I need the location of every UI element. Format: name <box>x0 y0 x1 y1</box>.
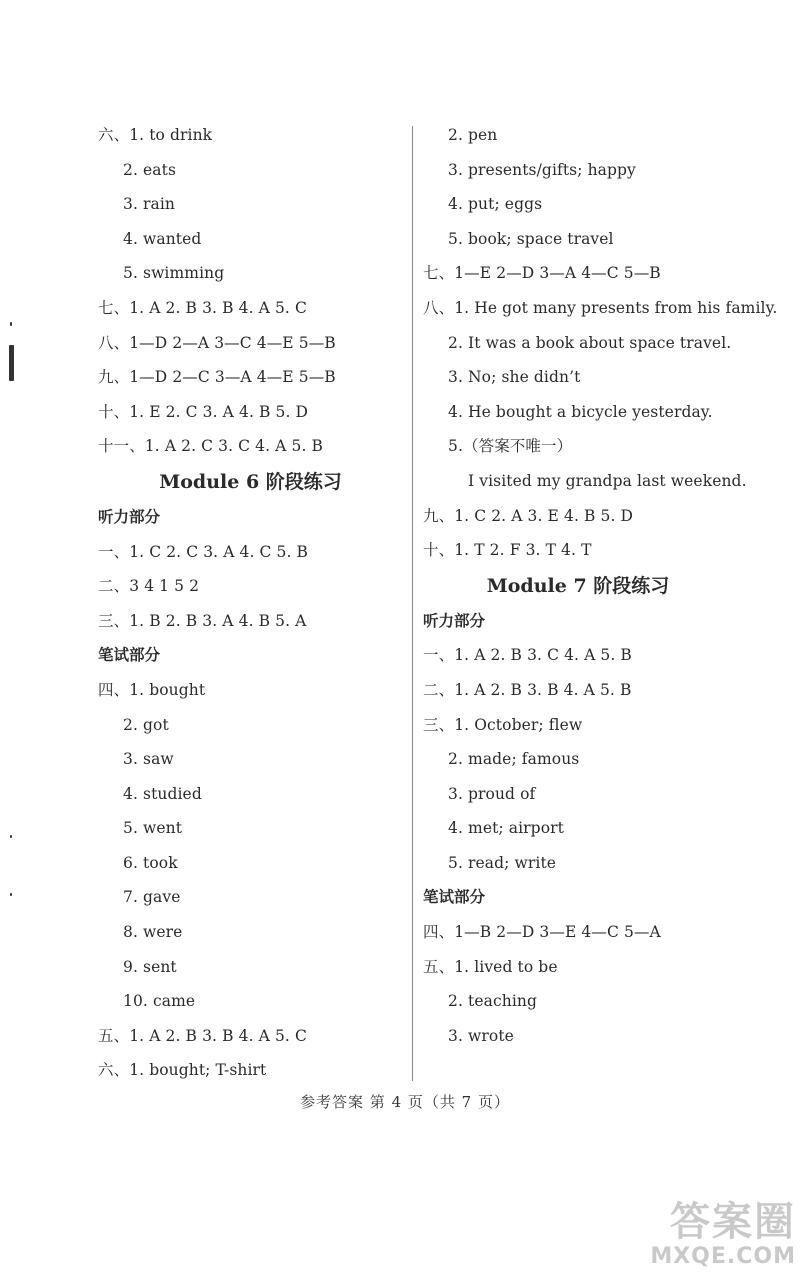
answer-line: 五、1. lived to be <box>423 957 558 976</box>
answer-line: 8. were <box>123 923 183 942</box>
answer-line: 一、1. A 2. B 3. C 4. A 5. B <box>423 646 632 665</box>
section-subheading: 笔试部分 <box>98 646 161 665</box>
answer-line: 十、1. E 2. C 3. A 4. B 5. D <box>98 402 309 421</box>
scan-speck <box>10 893 12 896</box>
section-heading: Module 6 阶段练习 <box>159 470 342 493</box>
answer-line: 六、1. bought; T-shirt <box>98 1061 267 1080</box>
answer-line: 七、1. A 2. B 3. B 4. A 5. C <box>98 298 307 317</box>
answer-line: 九、1. C 2. A 3. E 4. B 5. D <box>423 506 634 525</box>
watermark-logo <box>626 1200 796 1270</box>
answer-line: 5.（答案不唯一） <box>448 437 573 456</box>
answer-line: 四、1. bought <box>98 680 206 699</box>
watermark-top-text: 答案圈 <box>670 1199 796 1245</box>
answer-line: 3. proud of <box>448 784 536 803</box>
answer-line: 10. came <box>123 992 196 1011</box>
answer-line: 二、1. A 2. B 3. B 4. A 5. B <box>423 680 632 699</box>
answer-line: 9. sent <box>123 957 177 976</box>
section-subheading: 听力部分 <box>98 507 161 526</box>
answer-line: 4. He bought a bicycle yesterday. <box>448 402 713 421</box>
answer-line: 2. teaching <box>448 992 537 1011</box>
right-column <box>423 118 778 1053</box>
answer-line: 4. wanted <box>123 229 202 248</box>
answer-line: 六、1. to drink <box>98 126 213 144</box>
answer-line: 3. saw <box>123 750 174 769</box>
answer-line: 3. No; she didn’t <box>448 368 581 387</box>
scan-speck <box>10 835 12 838</box>
answer-line: 五、1. A 2. B 3. B 4. A 5. C <box>98 1026 307 1045</box>
answer-line: 7. gave <box>123 888 181 907</box>
scan-speck <box>10 322 12 326</box>
answer-line: 一、1. C 2. C 3. A 4. C 5. B <box>98 542 309 561</box>
answer-line: 四、1—B 2—D 3—E 4—C 5—A <box>423 923 661 942</box>
answer-line: 十一、1. A 2. C 3. C 4. A 5. B <box>98 437 323 456</box>
page-footer: 参考答案 第 4 页（共 7 页） <box>300 1093 510 1111</box>
section-subheading: 听力部分 <box>423 611 486 630</box>
scan-mark <box>9 345 14 381</box>
answer-line: 5. read; write <box>448 853 557 872</box>
answer-line: 3. rain <box>123 195 176 214</box>
watermark-bottom-text: MXQE.COM <box>650 1244 796 1269</box>
answer-line: 七、1—E 2—D 3—A 4—C 5—B <box>423 264 661 283</box>
answer-line: 4. studied <box>123 784 202 803</box>
answer-line: 3. presents/gifts; happy <box>448 160 636 179</box>
answer-line: 三、1. B 2. B 3. A 4. B 5. A <box>98 611 307 630</box>
section-heading: Module 7 阶段练习 <box>486 574 670 597</box>
answer-line: 4. put; eggs <box>448 195 543 214</box>
answer-line: 5. went <box>123 819 183 838</box>
answer-line: 八、1—D 2—A 3—C 4—E 5—B <box>98 333 336 352</box>
column-divider <box>412 126 413 1081</box>
left-column <box>98 118 403 1088</box>
section-subheading: 笔试部分 <box>423 888 486 907</box>
answer-line: 十、1. T 2. F 3. T 4. T <box>423 541 592 560</box>
answer-line: 3. wrote <box>448 1026 514 1045</box>
answer-line: 4. met; airport <box>448 819 564 838</box>
answer-line: 三、1. October; flew <box>423 715 583 734</box>
answer-line: 2. made; famous <box>448 750 580 769</box>
answer-line: 5. swimming <box>123 264 225 283</box>
answer-line: 2. got <box>123 715 169 734</box>
answer-line: 6. took <box>123 853 178 872</box>
answer-line: 5. book; space travel <box>448 229 614 248</box>
answer-line: 二、3 4 1 5 2 <box>98 577 200 596</box>
answer-line: 八、1. He got many presents from his family. <box>423 298 778 317</box>
answer-line: 九、1—D 2—C 3—A 4—E 5—B <box>98 368 336 387</box>
answer-line: 2. It was a book about space travel. <box>448 333 732 352</box>
answer-line: 2. eats <box>123 160 177 179</box>
answer-line: 2. pen <box>448 126 498 144</box>
answer-line: I visited my grandpa last weekend. <box>468 471 747 490</box>
